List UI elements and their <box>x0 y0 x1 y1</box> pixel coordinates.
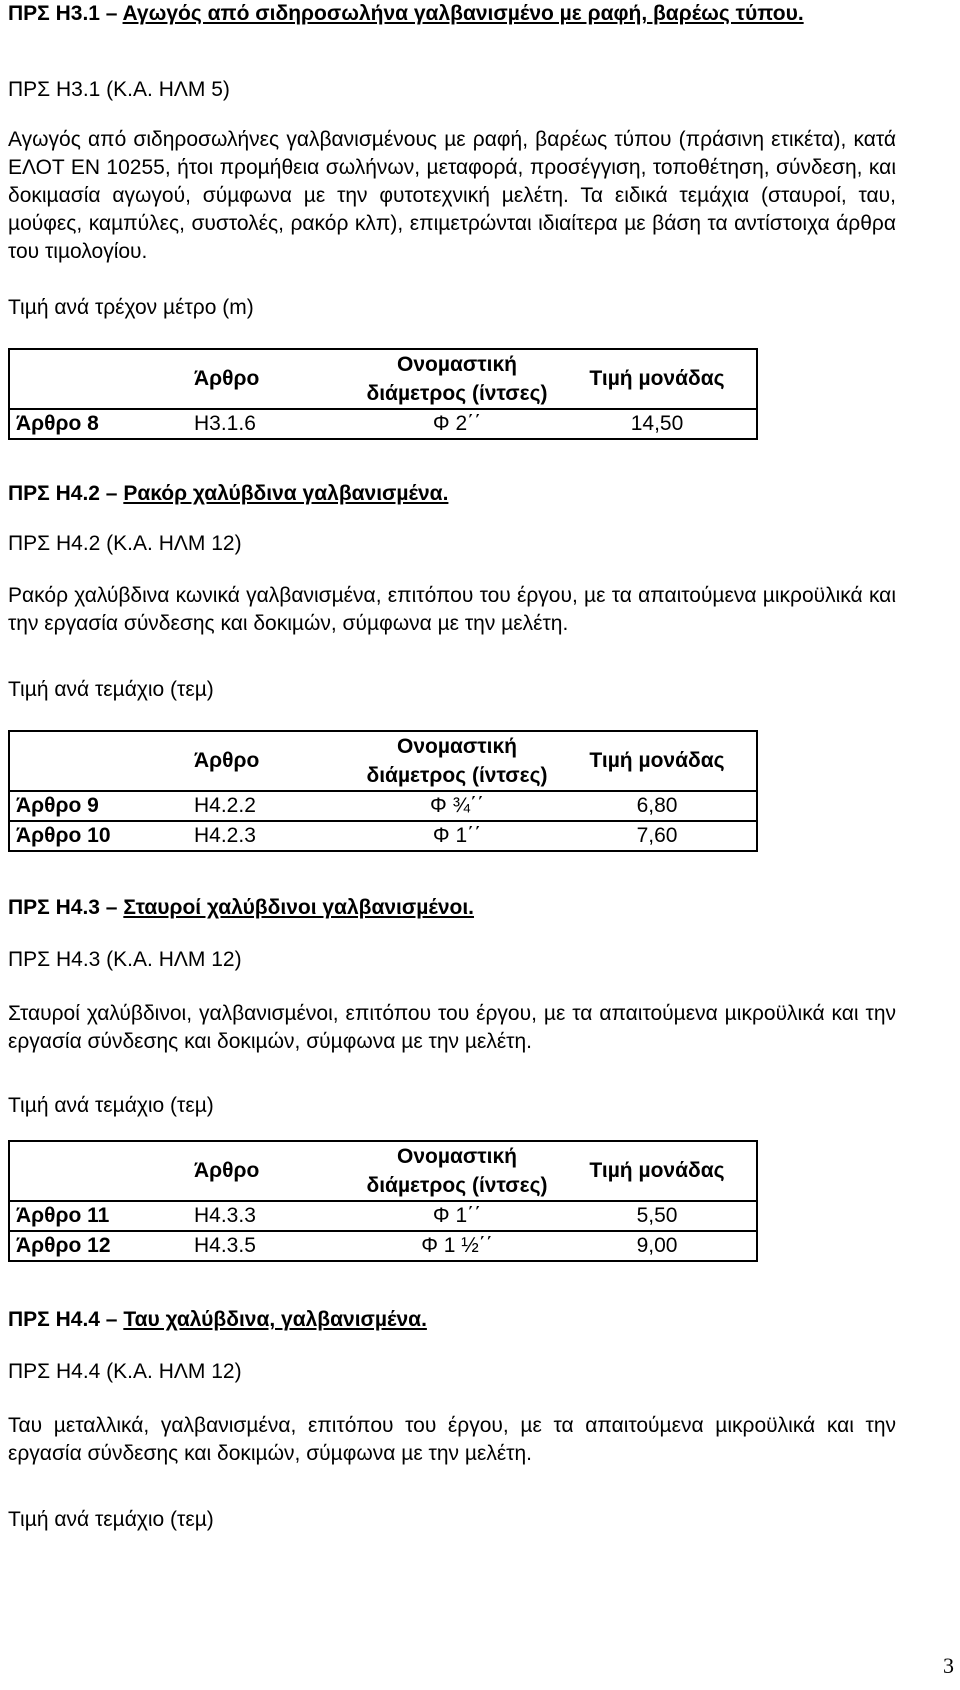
row-price: 9,00 <box>558 1231 757 1261</box>
section-h4-2-description <box>8 582 896 638</box>
article-code-line: ΠΡΣ Η4.2 (Κ.Α. ΗΛΜ 12) <box>8 532 242 555</box>
article-code-line: ΠΡΣ Η4.4 (Κ.Α. ΗΛΜ 12) <box>8 1360 242 1383</box>
header-diameter-line2: διάµετρος (ίντσες) <box>366 764 548 787</box>
section-heading <box>8 894 896 922</box>
unit-price-label: Τιµή ανά τεµάχιο (τεµ) <box>8 1094 214 1117</box>
row-price: 14,50 <box>558 409 757 439</box>
section-h4-2-unit <box>8 676 896 704</box>
page-number: 3 <box>943 1653 954 1678</box>
section-heading <box>8 480 896 508</box>
heading-code: ΠΡΣ Η4.2 – <box>8 482 124 505</box>
heading-title: Σταυροί χαλύβδινοι γαλβανισµένοι. <box>123 896 474 919</box>
header-diameter <box>356 1141 558 1201</box>
row-item: Άρθρο 12 <box>9 1231 188 1261</box>
header-price: Τιµή µονάδας <box>558 1141 757 1201</box>
section-h4-2 <box>8 480 896 508</box>
row-item: Άρθρο 9 <box>9 791 188 821</box>
header-diameter-line2: διάµετρος (ίντσες) <box>366 1174 548 1197</box>
article-description: Ταυ µεταλλικά, γαλβανισµένα, επιτόπου του έργου, µε τα απαιτούµενα µικροϋλικά και την εργασία σύνδεσης και δοκιµών, σύµφωνα µε την µελέτη. <box>8 1414 896 1465</box>
section-h4-3-unit <box>8 1092 896 1120</box>
header-artro: Άρθρο <box>188 1141 356 1201</box>
heading-code: ΠΡΣ Η4.4 – <box>8 1308 124 1331</box>
unit-price-label: Τιµή ανά τεµάχιο (τεµ) <box>8 1508 214 1531</box>
section-h4-3-code <box>8 946 896 974</box>
table-header-row <box>9 731 757 791</box>
row-code: Η4.3.5 <box>188 1231 356 1261</box>
article-code-line: ΠΡΣ Η3.1 (Κ.Α. ΗΛΜ 5) <box>8 78 230 101</box>
row-price: 7,60 <box>558 821 757 851</box>
row-price: 6,80 <box>558 791 757 821</box>
header-price: Τιµή µονάδας <box>558 349 757 409</box>
row-price: 5,50 <box>558 1201 757 1231</box>
row-code: Η3.1.6 <box>188 409 356 439</box>
section-h4-4-description <box>8 1412 896 1468</box>
row-diameter: Φ 1΄΄ <box>356 821 558 851</box>
section-h4-2-code <box>8 530 896 558</box>
row-code: Η4.3.3 <box>188 1201 356 1231</box>
price-table-h4-3 <box>8 1140 758 1262</box>
table-row <box>9 791 757 821</box>
article-description: Ρακόρ χαλύβδινα κωνικά γαλβανισµένα, επιτόπου του έργου, µε τα απαιτούµενα µικροϋλικά και την εργασία σύνδεσης και δοκιµών, σύµφωνα µε την µελέτη. <box>8 584 896 635</box>
header-artro: Άρθρο <box>188 731 356 791</box>
row-diameter: Φ 2΄΄ <box>356 409 558 439</box>
row-diameter: Φ 1 ½΄΄ <box>356 1231 558 1261</box>
section-h4-4-code <box>8 1358 896 1386</box>
article-code-line: ΠΡΣ Η4.3 (Κ.Α. ΗΛΜ 12) <box>8 948 242 971</box>
table-header-row <box>9 1141 757 1201</box>
header-item-spacer <box>9 731 188 791</box>
price-table-h4-2 <box>8 730 758 852</box>
unit-price-label: Τιµή ανά τρέχον µέτρο (m) <box>8 296 254 319</box>
section-heading <box>8 1306 896 1334</box>
section-h4-3 <box>8 894 896 922</box>
row-item: Άρθρο 8 <box>9 409 188 439</box>
table-row <box>9 821 757 851</box>
table-header-row <box>9 349 757 409</box>
row-item: Άρθρο 10 <box>9 821 188 851</box>
section-h3-1-code <box>8 76 896 104</box>
article-description: Σταυροί χαλύβδινοι, γαλβανισµένοι, επιτόπου του έργου, µε τα απαιτούµενα µικροϋλικά και την εργασία σύνδεσης και δοκιµών, σύµφωνα µε την µελέτη. <box>8 1002 896 1053</box>
row-code: Η4.2.2 <box>188 791 356 821</box>
section-heading <box>8 0 896 28</box>
table-row <box>9 1201 757 1231</box>
row-diameter: Φ ¾΄΄ <box>356 791 558 821</box>
header-item-spacer <box>9 349 188 409</box>
row-code: Η4.2.3 <box>188 821 356 851</box>
section-h4-4 <box>8 1306 896 1334</box>
table-row <box>9 1231 757 1261</box>
header-diameter <box>356 349 558 409</box>
section-h3-1-description <box>8 126 896 266</box>
row-diameter: Φ 1΄΄ <box>356 1201 558 1231</box>
header-diameter <box>356 731 558 791</box>
header-diameter-line1: Ονοµαστική <box>397 1145 517 1168</box>
heading-code: ΠΡΣ Η4.3 – <box>8 896 124 919</box>
section-h4-3-description <box>8 1000 896 1056</box>
unit-price-label: Τιµή ανά τεµάχιο (τεµ) <box>8 678 214 701</box>
header-diameter-line2: διάµετρος (ίντσες) <box>366 382 548 405</box>
header-artro: Άρθρο <box>188 349 356 409</box>
section-h4-4-unit <box>8 1506 896 1534</box>
header-item-spacer <box>9 1141 188 1201</box>
header-diameter-line1: Ονοµαστική <box>397 735 517 758</box>
price-table-h3-1 <box>8 348 758 440</box>
heading-title: Αγωγός από σιδηροσωλήνα γαλβανισµένο µε ραφή, βαρέως τύπου. <box>122 2 804 25</box>
heading-title: Ρακόρ χαλύβδινα γαλβανισµένα. <box>123 482 449 505</box>
header-diameter-line1: Ονοµαστική <box>397 353 517 376</box>
heading-code: ΠΡΣ Η3.1 – <box>8 2 123 25</box>
header-price: Τιµή µονάδας <box>558 731 757 791</box>
section-h3-1-unit <box>8 294 896 322</box>
heading-title: Ταυ χαλύβδινα, γαλβανισµένα. <box>123 1308 427 1331</box>
section-h3-1 <box>8 0 896 28</box>
row-item: Άρθρο 11 <box>9 1201 188 1231</box>
article-description: Αγωγός από σιδηροσωλήνες γαλβανισµένους µε ραφή, βαρέως τύπου (πράσινη ετικέτα), κατά ΕΛΟΤ ΕΝ 10255, ήτοι προµήθεια σωλήνων, µεταφορά, προσέγγιση, τοποθέτηση, σύνδεση, και δοκιµασία αγωγού, σύµφωνα µε την φυτοτεχνική µελέτη. Τα ειδικά τεµάχια (σταυροί, ταυ, µούφες, καµπύλες, συστολές, ρακόρ κλπ), επιµετρώνται ιδιαίτερα µε βάση τα αντίστοιχα άρθρα του τιµολογίου. <box>8 128 896 263</box>
table-row <box>9 409 757 439</box>
